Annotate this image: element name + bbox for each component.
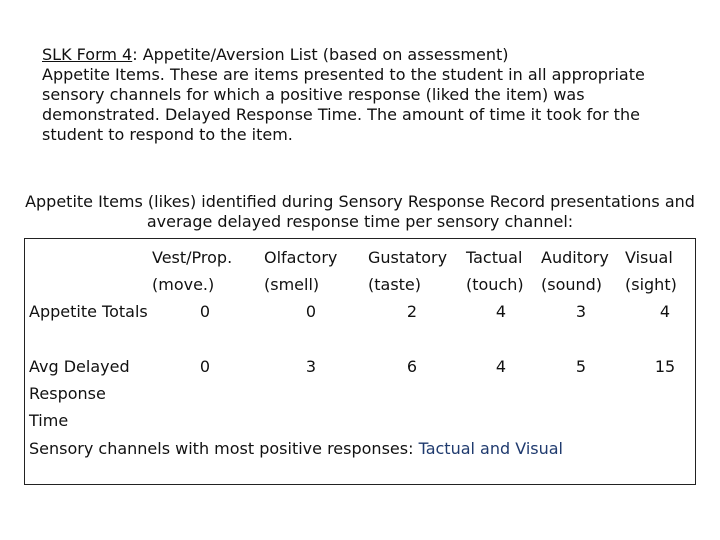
column-header-auditory: Auditory (sound) xyxy=(541,248,609,294)
form-subtitle: : Appetite/Aversion List (based on assessment) xyxy=(132,45,509,64)
value-cell: 15 xyxy=(654,357,676,376)
column-header-vest-prop: Vest/Prop. (move.) xyxy=(152,248,233,294)
table-caption: Appetite Items (likes) identified during Sensory Response Record presentations and average delayed response time per sensory channel: xyxy=(25,192,695,231)
column-header-visual: Visual (sight) xyxy=(625,248,677,294)
value-cell: 6 xyxy=(406,357,418,376)
form-title: SLK Form 4 xyxy=(42,45,133,64)
results-table xyxy=(24,238,696,485)
value-cell: 0 xyxy=(199,357,211,376)
value-cell: 2 xyxy=(406,302,418,321)
value-cell: 3 xyxy=(305,357,317,376)
summary-line xyxy=(29,435,563,462)
value-cell: 3 xyxy=(575,302,587,321)
description-text: Appetite Items. These are items presented to the student in all appropriate sensory channels for which a positive response (liked the item) was demonstrated. Delayed Response Time. The amount of time it took for the student to respond to the item. xyxy=(42,65,645,144)
value-cell: 4 xyxy=(659,302,671,321)
summary-label: Sensory channels with most positive responses: xyxy=(29,439,419,458)
row-label-avg-delayed-response-time: Avg Delayed Response Time xyxy=(29,357,130,430)
value-cell: 4 xyxy=(495,357,507,376)
column-header-gustatory: Gustatory (taste) xyxy=(368,248,448,294)
column-header-tactual: Tactual (touch) xyxy=(466,248,524,294)
value-cell: 4 xyxy=(495,302,507,321)
summary-value: Tactual and Visual xyxy=(418,439,563,458)
column-header-olfactory: Olfactory (smell) xyxy=(264,248,338,294)
value-cell: 0 xyxy=(305,302,317,321)
intro-paragraph xyxy=(42,45,672,145)
value-cell: 0 xyxy=(199,302,211,321)
row-label-appetite-totals: Appetite Totals xyxy=(29,302,148,321)
value-cell: 5 xyxy=(575,357,587,376)
